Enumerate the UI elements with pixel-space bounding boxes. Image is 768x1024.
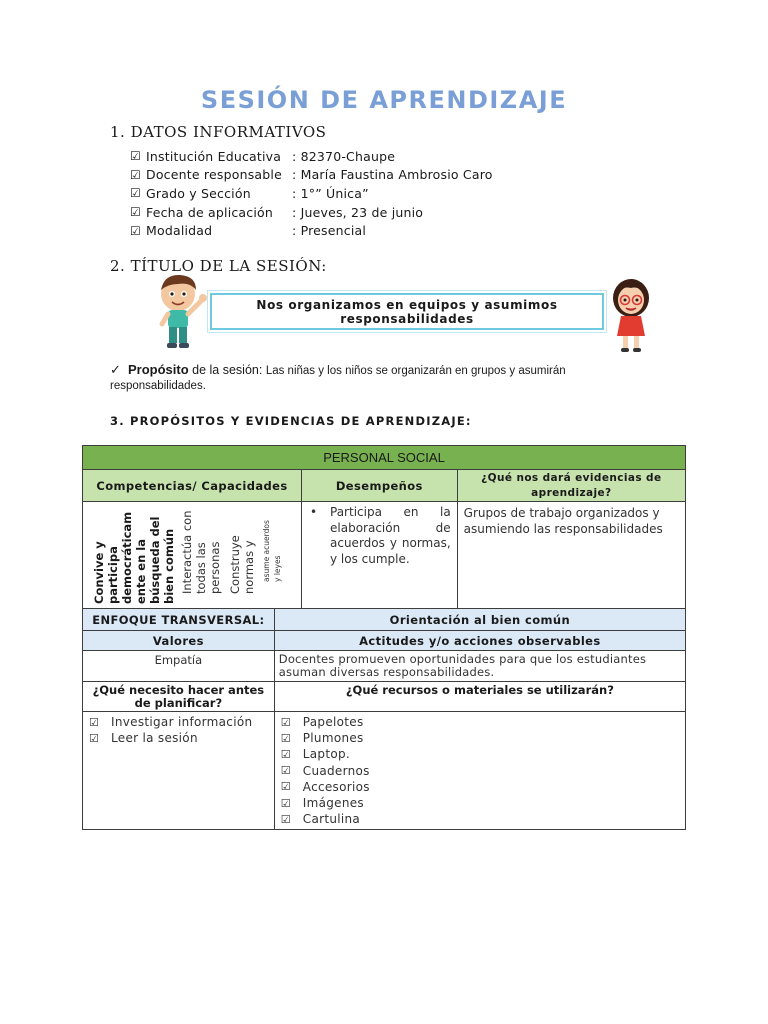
competencia-line: bien común <box>162 528 176 604</box>
purpose-lead: de la sesión: <box>188 363 266 377</box>
competencias-cell <box>83 502 302 611</box>
competencia-line: Convive y <box>92 541 106 604</box>
table-row <box>83 651 686 682</box>
competencia-line: democráticam <box>120 511 134 604</box>
info-row <box>130 221 550 240</box>
list-item <box>302 502 457 567</box>
info-row <box>130 147 550 166</box>
capacidad-line: todas las <box>194 542 208 594</box>
checkbox-icon: ☑ <box>280 747 291 761</box>
antes-header: ¿Qué necesito hacer antes de planificar? <box>83 682 275 712</box>
list-item <box>281 714 681 730</box>
list-item <box>281 795 681 811</box>
checkbox-icon: ☑ <box>130 186 141 201</box>
table-row <box>83 609 686 631</box>
antes-list <box>83 712 275 830</box>
capacidad-line: personas <box>208 541 222 594</box>
recursos-list <box>274 712 685 830</box>
rotated-competencias-text <box>83 502 301 610</box>
actitud-cell: Docentes promueven oportunidades para que los estudiantes asuman diversas responsabilidades. <box>274 651 685 682</box>
desempeno-text: Participa en la elaboración de acuerdos y normas, y los cumple. <box>330 505 451 566</box>
checkbox-icon: ☑ <box>280 780 291 794</box>
table-row <box>83 502 686 611</box>
competencia-line: ente en la <box>134 539 148 604</box>
checkbox-icon: ☑ <box>89 731 100 745</box>
table-row <box>83 631 686 651</box>
checkbox-icon: ☑ <box>130 149 141 164</box>
recursos-header: ¿Qué recursos o materiales se utilizarán? <box>274 682 685 712</box>
competencia-line: participa <box>106 546 120 604</box>
info-row <box>130 203 550 222</box>
valor-cell: Empatía <box>83 651 275 682</box>
table-row <box>83 470 686 502</box>
info-row <box>130 184 550 203</box>
table-row <box>83 712 686 830</box>
valores-header: Valores <box>83 631 275 651</box>
checkbox-icon: ☑ <box>130 223 141 238</box>
purpose-text-continued: responsabilidades. <box>110 380 206 392</box>
info-value: : 82370-Chaupe <box>292 148 396 164</box>
list-item-label: Cartulina <box>302 812 361 827</box>
capacidad-line: asume acuerdos <box>262 520 271 582</box>
section-heading-datos: 1. DATOS INFORMATIVOS <box>110 123 327 141</box>
girl-illustration <box>607 276 655 356</box>
capacidad-line: Interactúa con <box>180 510 194 594</box>
list-item-label: Accesorios <box>302 779 370 794</box>
list-item <box>281 746 681 762</box>
list-item-label: Papelotes <box>302 715 364 730</box>
list-item-label: Cuadernos <box>302 763 370 778</box>
desempenos-header: Desempeños <box>302 470 458 502</box>
session-title-box: Nos organizamos en equipos y asumimos responsabilidades <box>210 293 604 330</box>
enfoque-label: ENFOQUE TRANSVERSAL: <box>83 609 275 631</box>
info-row <box>130 166 550 185</box>
list-item-label: Leer la sesión <box>111 731 198 746</box>
actitudes-header: Actitudes y/o acciones observables <box>274 631 685 651</box>
section-heading-propositos: 3. PROPÓSITOS Y EVIDENCIAS DE APRENDIZAJE: <box>110 414 472 428</box>
boy-illustration <box>156 272 212 352</box>
evidencia-text: Grupos de trabajo organizados y asumiendo las responsabilidades <box>463 506 663 536</box>
purpose-line <box>110 362 580 379</box>
checkmark-icon: ✓ <box>110 362 121 377</box>
learning-purposes-table <box>82 445 686 611</box>
transversal-table <box>82 608 686 830</box>
competencia-line: búsqueda del <box>148 516 162 604</box>
info-label: Modalidad <box>146 223 213 239</box>
list-item <box>89 730 270 746</box>
info-label: Fecha de aplicación <box>146 204 274 220</box>
info-value: : Presencial <box>292 223 367 239</box>
list-item-label: Laptop. <box>302 747 351 762</box>
desempenos-cell <box>302 502 458 611</box>
checkbox-icon: ☑ <box>89 715 100 729</box>
purpose-text: Las niñas y los niños se organizarán en grupos y asumirán <box>265 365 566 377</box>
list-item-label: Plumones <box>302 731 364 746</box>
section-heading-titulo: 2. TÍTULO DE LA SESIÓN: <box>110 257 327 275</box>
info-value: : María Faustina Ambrosio Caro <box>292 167 493 183</box>
list-item <box>281 763 681 779</box>
info-label: Grado y Sección <box>146 185 251 201</box>
area-header: PERSONAL SOCIAL <box>83 446 686 470</box>
enfoque-value: Orientación al bien común <box>274 609 685 631</box>
checkbox-icon: ☑ <box>280 812 291 826</box>
info-value: : 1°” Única” <box>292 185 369 201</box>
checkbox-icon: ☑ <box>280 764 291 778</box>
page-title: SESIÓN DE APRENDIZAJE <box>200 86 568 114</box>
checkbox-icon: ☑ <box>280 796 291 810</box>
evidencias-header: ¿Qué nos dará evidencias de aprendizaje? <box>457 470 685 502</box>
evidencias-cell <box>457 502 685 611</box>
checkbox-icon: ☑ <box>280 731 291 745</box>
list-item-label: Imágenes <box>302 796 364 811</box>
table-row <box>83 682 686 712</box>
purpose-label: Propósito <box>128 362 189 377</box>
checkbox-icon: ☑ <box>130 205 141 220</box>
info-label: Institución Educativa <box>146 148 282 164</box>
info-list <box>130 147 550 240</box>
purpose-block <box>110 362 580 394</box>
list-item-label: Investigar información <box>111 715 253 730</box>
checkbox-icon: ☑ <box>130 167 141 182</box>
capacidad-line: y leyes <box>273 555 282 582</box>
list-item <box>281 811 681 827</box>
checkbox-icon: ☑ <box>280 715 291 729</box>
competencias-header: Competencias/ Capacidades <box>83 470 302 502</box>
table-row <box>83 446 686 470</box>
list-item <box>281 779 681 795</box>
capacidad-line: Construye <box>228 535 242 594</box>
list-item <box>281 730 681 746</box>
list-item <box>89 714 270 730</box>
info-value: : Jueves, 23 de junio <box>292 204 424 220</box>
info-label: Docente responsable <box>146 167 282 183</box>
capacidad-line: normas y <box>242 540 256 594</box>
bullet-icon: • <box>310 505 318 519</box>
